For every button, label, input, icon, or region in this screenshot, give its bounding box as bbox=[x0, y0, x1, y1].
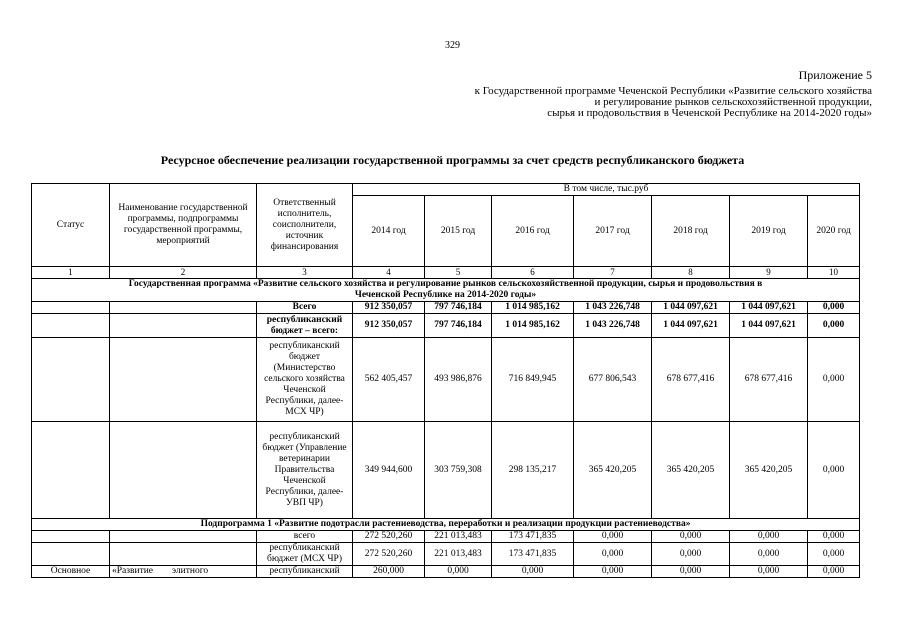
value-cell: 0,000 bbox=[652, 531, 730, 543]
program-title: Государственная программа «Развитие сельского хозяйства и регулирование рынков сельскохозяйственной продукции, сырья и продовольствия в Чеченской Республике на 2014-2020 годы» bbox=[32, 279, 860, 302]
appendix-line: сырья и продовольствия в Чеченской Республике на 2014-2020 годы» bbox=[547, 107, 872, 119]
value-cell: 298 135,217 bbox=[492, 422, 574, 519]
name-cell bbox=[110, 302, 257, 314]
value-cell: 0,000 bbox=[730, 566, 808, 578]
table-row bbox=[32, 314, 860, 338]
value-cell: 0,000 bbox=[574, 531, 652, 543]
name-cell bbox=[110, 543, 257, 566]
value-cell: 365 420,205 bbox=[652, 422, 730, 519]
table-row bbox=[32, 566, 860, 578]
value-cell: 677 806,543 bbox=[574, 338, 652, 422]
value-cell: 0,000 bbox=[808, 338, 860, 422]
value-cell: 349 944,600 bbox=[353, 422, 425, 519]
header-status: Статус bbox=[32, 184, 110, 267]
value-cell: 797 746,184 bbox=[425, 314, 492, 338]
subprogram-title: Подпрограмма 1 «Развитие подотрасли растениеводства, переработки и реализации продукции растениеводства» bbox=[32, 519, 860, 531]
name-cell bbox=[110, 314, 257, 338]
appendix-line: к Государственной программе Чеченской Республики «Развитие сельского хозяйства bbox=[474, 85, 872, 97]
header-year: 2015 год bbox=[425, 196, 492, 267]
header-year: 2020 год bbox=[808, 196, 860, 267]
value-cell: 221 013,483 bbox=[425, 543, 492, 566]
status-cell bbox=[32, 543, 110, 566]
value-cell: 0,000 bbox=[652, 543, 730, 566]
value-cell: 562 405,457 bbox=[353, 338, 425, 422]
value-cell: 0,000 bbox=[808, 302, 860, 314]
status-cell bbox=[32, 531, 110, 543]
value-cell: 1 044 097,621 bbox=[730, 302, 808, 314]
table-row bbox=[32, 543, 860, 566]
value-cell: 1 044 097,621 bbox=[730, 314, 808, 338]
value-cell: 0,000 bbox=[808, 531, 860, 543]
col-number: 10 bbox=[808, 267, 860, 279]
name-cell: «Развитие элитного bbox=[110, 566, 257, 578]
value-cell: 365 420,205 bbox=[574, 422, 652, 519]
name-cell bbox=[110, 531, 257, 543]
appendix-subtitle bbox=[475, 86, 872, 119]
value-cell: 1 044 097,621 bbox=[652, 302, 730, 314]
col-number: 3 bbox=[257, 267, 353, 279]
status-cell bbox=[32, 302, 110, 314]
value-cell: 678 677,416 bbox=[652, 338, 730, 422]
resource-table bbox=[31, 183, 860, 578]
status-cell bbox=[32, 314, 110, 338]
value-cell: 0,000 bbox=[808, 422, 860, 519]
value-cell: 173 471,835 bbox=[492, 543, 574, 566]
source-cell: республиканский bbox=[257, 566, 353, 578]
value-cell: 797 746,184 bbox=[425, 302, 492, 314]
col-number: 7 bbox=[574, 267, 652, 279]
value-cell: 0,000 bbox=[808, 543, 860, 566]
value-cell: 303 759,308 bbox=[425, 422, 492, 519]
col-number: 5 bbox=[425, 267, 492, 279]
value-cell: 716 849,945 bbox=[492, 338, 574, 422]
header-year: 2016 год bbox=[492, 196, 574, 267]
header-year: 2018 год bbox=[652, 196, 730, 267]
source-cell: республиканский бюджет (МСХ ЧР) bbox=[257, 543, 353, 566]
table-row bbox=[32, 302, 860, 314]
value-cell: 221 013,483 bbox=[425, 531, 492, 543]
status-cell: Основное bbox=[32, 566, 110, 578]
header-year: 2017 год bbox=[574, 196, 652, 267]
value-cell: 0,000 bbox=[574, 543, 652, 566]
value-cell: 1 014 985,162 bbox=[492, 302, 574, 314]
value-cell: 0,000 bbox=[730, 531, 808, 543]
value-cell: 365 420,205 bbox=[730, 422, 808, 519]
table-row bbox=[32, 422, 860, 519]
value-cell: 493 986,876 bbox=[425, 338, 492, 422]
col-number: 9 bbox=[730, 267, 808, 279]
appendix-line: и регулирование рынков сельскохозяйственной продукции, bbox=[594, 96, 872, 108]
header-responsible: Ответственный исполнитель, соисполнители, источник финансирования bbox=[257, 184, 353, 267]
name-cell bbox=[110, 338, 257, 422]
document-title: Ресурсное обеспечение реализации государственной программы за счет средств республиканского бюджета bbox=[160, 153, 745, 167]
value-cell: 912 350,057 bbox=[353, 314, 425, 338]
value-cell: 0,000 bbox=[425, 566, 492, 578]
source-cell: республиканский бюджет – всего: bbox=[257, 314, 353, 338]
header-name: Наименование государственной программы, подпрограммы государственной программы, мероприятий bbox=[110, 184, 257, 267]
col-number: 8 bbox=[652, 267, 730, 279]
value-cell: 678 677,416 bbox=[730, 338, 808, 422]
value-cell: 0,000 bbox=[808, 314, 860, 338]
col-number: 1 bbox=[32, 267, 110, 279]
value-cell: 272 520,260 bbox=[353, 531, 425, 543]
value-cell: 1 044 097,621 bbox=[652, 314, 730, 338]
value-cell: 260,000 bbox=[353, 566, 425, 578]
value-cell: 1 043 226,748 bbox=[574, 314, 652, 338]
source-cell: всего bbox=[257, 531, 353, 543]
header-including: В том числе, тыс.руб bbox=[353, 184, 860, 196]
value-cell: 1 014 985,162 bbox=[492, 314, 574, 338]
value-cell: 0,000 bbox=[730, 543, 808, 566]
name-cell bbox=[110, 422, 257, 519]
appendix-label: Приложение 5 bbox=[798, 68, 872, 82]
col-number: 6 bbox=[492, 267, 574, 279]
table-row bbox=[32, 531, 860, 543]
value-cell: 912 350,057 bbox=[353, 302, 425, 314]
value-cell: 272 520,260 bbox=[353, 543, 425, 566]
status-cell bbox=[32, 338, 110, 422]
value-cell: 0,000 bbox=[652, 566, 730, 578]
source-cell: республиканский бюджет (Управление ветеринарии Правительства Чеченской Республики, далее-УВП ЧР) bbox=[257, 422, 353, 519]
col-number: 4 bbox=[353, 267, 425, 279]
source-cell: Всего bbox=[257, 302, 353, 314]
value-cell: 0,000 bbox=[808, 566, 860, 578]
page-number: 329 bbox=[445, 40, 460, 51]
source-cell: республиканский бюджет (Министерство сельского хозяйства Чеченской Республики, далее-МСХ ЧР) bbox=[257, 338, 353, 422]
header-year: 2019 год bbox=[730, 196, 808, 267]
col-number: 2 bbox=[110, 267, 257, 279]
value-cell: 1 043 226,748 bbox=[574, 302, 652, 314]
value-cell: 0,000 bbox=[574, 566, 652, 578]
value-cell: 173 471,835 bbox=[492, 531, 574, 543]
value-cell: 0,000 bbox=[492, 566, 574, 578]
status-cell bbox=[32, 422, 110, 519]
table-row bbox=[32, 338, 860, 422]
header-year: 2014 год bbox=[353, 196, 425, 267]
